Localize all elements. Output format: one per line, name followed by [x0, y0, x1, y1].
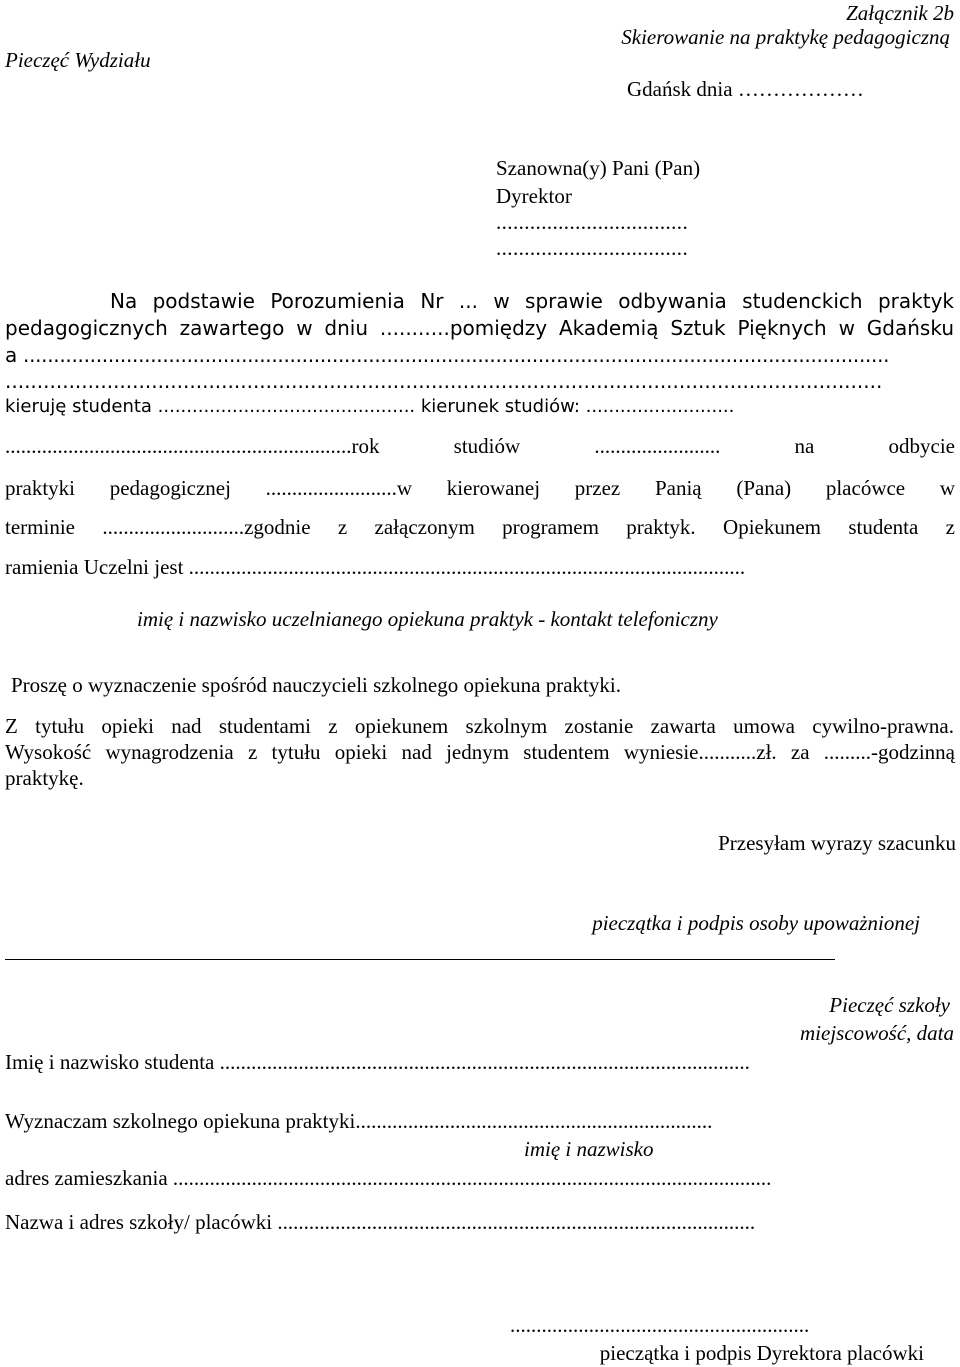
faculty-stamp-label: Pieczęć Wydziału	[5, 48, 151, 72]
addressee-title: Dyrektor	[496, 184, 572, 208]
address-field: adres zamieszkania ..................................................................................................................	[5, 1166, 772, 1190]
annex-number: Załącznik 2b	[846, 1, 954, 25]
student-name-field: Imię i nazwisko studenta .....................................................................................................	[5, 1050, 750, 1074]
body-line-4: ..........................................................................................................................................	[5, 369, 883, 393]
supervisor-caption: imię i nazwisko uczelnianego opiekuna praktyk - kontakt telefoniczny	[137, 607, 718, 631]
salutation: Szanowna(y) Pani (Pan)	[496, 156, 701, 180]
school-supervisor-caption: imię i nazwisko	[524, 1137, 654, 1161]
body-line-7: praktyki pedagogicznej .........................w kierowanej przez Panią (Pana) placówce w	[5, 476, 955, 500]
director-signature-caption: pieczątka i podpis Dyrektora placówki	[599, 1341, 924, 1365]
body-line-9: ramienia Uczelni jest ..........................................................................................................	[5, 555, 746, 579]
body-line-1: Na podstawie Porozumienia Nr ... w sprawie odbywania studenckich praktyk	[110, 289, 954, 313]
contract-line-1: Z tytułu opieki nad studentami z opiekunem szkolnym zostanie zawarta umowa cywilno-prawna.	[5, 714, 954, 738]
addressee-dots-1: ..................................	[496, 210, 689, 234]
body-line-5: kieruję studenta ............................................. kierunek studiów: ..........................	[5, 396, 735, 417]
request-line: Proszę o wyznaczenie spośród nauczycieli szkolnego opiekuna praktyki.	[11, 673, 621, 697]
place-date: Gdańsk dnia ………………	[627, 77, 864, 101]
body-line-3: a ...............................................................................................................................................	[5, 343, 890, 367]
signature-caption: pieczątka i podpis osoby upoważnionej	[592, 911, 920, 935]
school-stamp-label: Pieczęć szkoły	[829, 993, 950, 1017]
body-line-8: terminie ...........................zgodnie z załączonym programem praktyk. Opiekunem studenta z	[5, 515, 955, 539]
director-signature-dots: .........................................................	[510, 1313, 810, 1337]
body-line-2: pedagogicznych zawartego w dniu ...........pomiędzy Akademią Sztuk Pięknych w Gdańsku	[5, 316, 954, 340]
school-address-field: Nazwa i adres szkoły/ placówki ...........................................................................................	[5, 1210, 756, 1234]
contract-line-2: Wysokość wynagrodzenia z tytułu opieki nad jednym studentem wyniesie...........zł. za .........-godzinną	[5, 740, 955, 764]
school-place-date: miejscowość, data	[800, 1021, 954, 1045]
annex-subtitle: Skierowanie na praktykę pedagogiczną	[621, 25, 950, 49]
separator-line	[5, 959, 835, 960]
body-line-6: ..................................................................rok studiów ........................ na odbycie	[5, 434, 955, 458]
regards: Przesyłam wyrazy szacunku	[718, 831, 956, 855]
school-supervisor-field: Wyznaczam szkolnego opiekuna praktyki....................................................................	[5, 1109, 713, 1133]
addressee-dots-2: ..................................	[496, 236, 689, 260]
contract-line-3: praktykę.	[5, 766, 84, 790]
